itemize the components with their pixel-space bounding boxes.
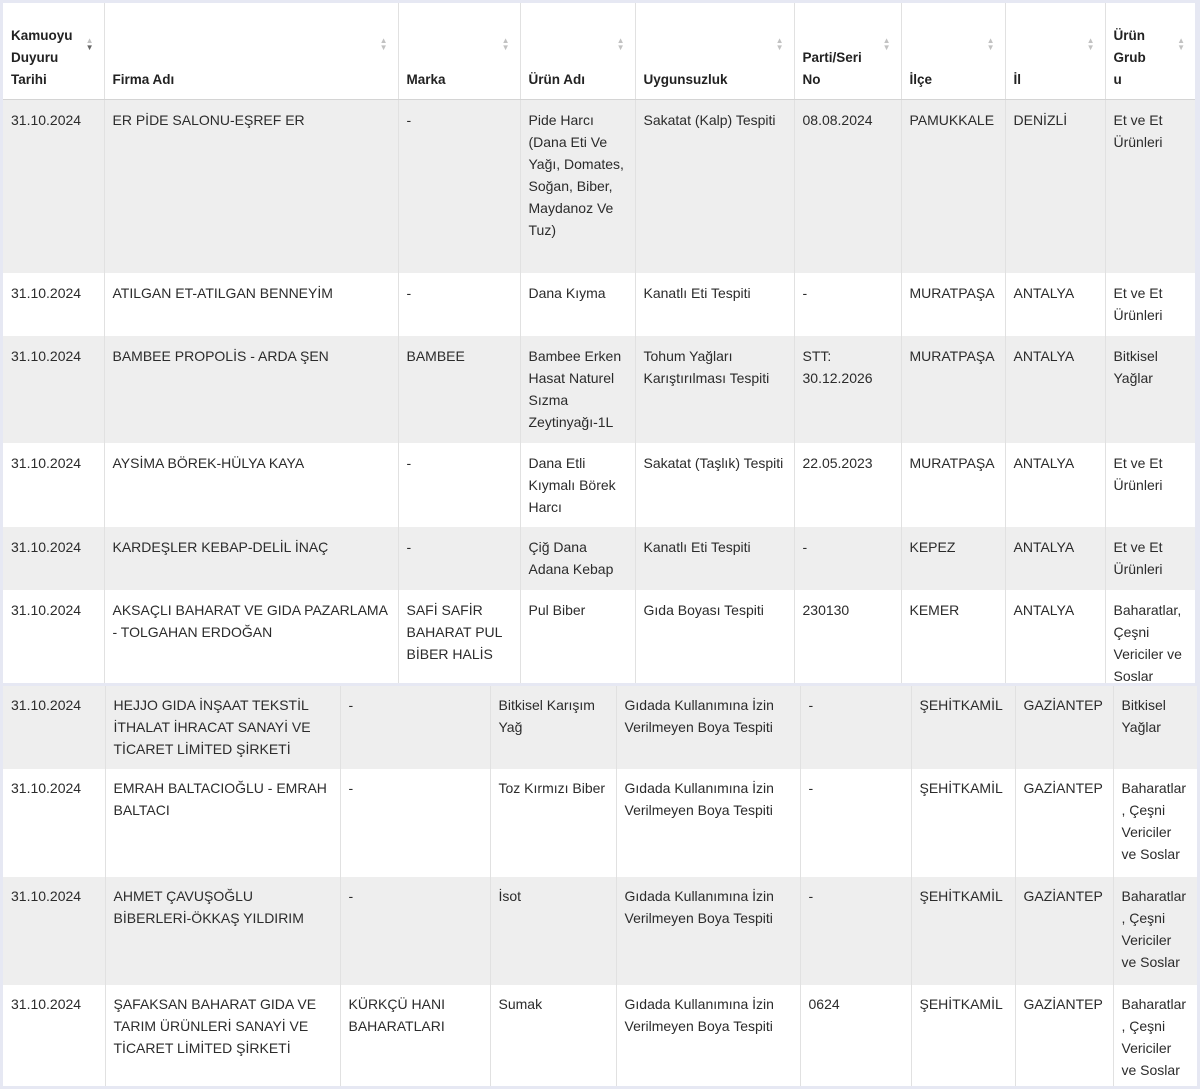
sort-icon: ▲ ▼ bbox=[1177, 36, 1185, 52]
cell-grup: Et ve Et Ürünleri bbox=[1105, 527, 1195, 590]
cell-firma: EMRAH BALTACIOĞLU - EMRAH BALTACI bbox=[105, 769, 340, 877]
cell-uygunsuzluk: Gıdada Kullanımına İzin Verilmeyen Boya Tespiti bbox=[616, 686, 800, 769]
sort-icon: ▲ ▼ bbox=[616, 36, 625, 52]
cell-il: ANTALYA bbox=[1005, 273, 1105, 336]
cell-grup: Bitkisel Yağlar bbox=[1113, 686, 1197, 769]
cell-ilce: ŞEHİTKAMİL bbox=[911, 877, 1015, 985]
cell-firma: AYSİMA BÖREK-HÜLYA KAYA bbox=[104, 443, 398, 527]
cell-il: GAZİANTEP bbox=[1015, 985, 1113, 1086]
table-row bbox=[3, 443, 1195, 527]
cell-il: ANTALYA bbox=[1005, 590, 1105, 684]
cell-ilce: MURATPAŞA bbox=[901, 336, 1005, 443]
cell-ilce: MURATPAŞA bbox=[901, 273, 1005, 336]
cell-parti: - bbox=[800, 686, 911, 769]
cell-parti: 22.05.2023 bbox=[794, 443, 901, 527]
cell-marka: KÜRKÇÜ HANI BAHARATLARI bbox=[340, 985, 490, 1086]
sort-icon: ▲ ▼ bbox=[775, 36, 784, 52]
cell-tarih: 31.10.2024 bbox=[3, 590, 104, 684]
sort-icon: ▲ ▼ bbox=[501, 36, 510, 52]
sort-icon: ▲ ▼ bbox=[986, 36, 995, 52]
cell-il: GAZİANTEP bbox=[1015, 877, 1113, 985]
cell-uygunsuzluk: Tohum Yağları Karıştırılması Tespiti bbox=[635, 336, 794, 443]
cell-grup: Baharatlar, Çeşni Vericiler ve Soslar bbox=[1113, 877, 1197, 985]
cell-uygunsuzluk: Sakatat (Taşlık) Tespiti bbox=[635, 443, 794, 527]
cell-ilce: PAMUKKALE bbox=[901, 100, 1005, 273]
cell-urun: Çiğ Dana Adana Kebap bbox=[520, 527, 635, 590]
cell-urun: Bitkisel Karışım Yağ bbox=[490, 686, 616, 769]
table-row bbox=[3, 100, 1195, 273]
table-row bbox=[3, 336, 1195, 443]
cell-grup: Bitkisel Yağlar bbox=[1105, 336, 1195, 443]
cell-parti: 08.08.2024 bbox=[794, 100, 901, 273]
cell-parti: - bbox=[794, 527, 901, 590]
table-row bbox=[3, 686, 1197, 769]
cell-urun: Dana Kıyma bbox=[520, 273, 635, 336]
cell-ilce: KEPEZ bbox=[901, 527, 1005, 590]
table-header-row bbox=[3, 3, 1195, 100]
cell-uygunsuzluk: Kanatlı Eti Tespiti bbox=[635, 527, 794, 590]
cell-tarih: 31.10.2024 bbox=[3, 877, 105, 985]
table-row bbox=[3, 273, 1195, 336]
column-header-grup[interactable]: Ürün Grubu ▲ ▼ bbox=[1105, 3, 1195, 100]
cell-urun: Pul Biber bbox=[520, 590, 635, 684]
cell-tarih: 31.10.2024 bbox=[3, 686, 105, 769]
cell-urun: Bambee Erken Hasat Naturel Sızma Zeytinyağı-1L bbox=[520, 336, 635, 443]
table-row bbox=[3, 769, 1197, 877]
cell-ilce: ŞEHİTKAMİL bbox=[911, 686, 1015, 769]
cell-grup: Baharatlar, Çeşni Vericiler ve Soslar bbox=[1113, 769, 1197, 877]
cell-firma: ER PİDE SALONU-EŞREF ER bbox=[104, 100, 398, 273]
cell-il: GAZİANTEP bbox=[1015, 686, 1113, 769]
sort-icon: ▲ ▼ bbox=[379, 36, 388, 52]
cell-parti: STT: 30.12.2026 bbox=[794, 336, 901, 443]
table-row bbox=[3, 527, 1195, 590]
cell-parti: - bbox=[794, 273, 901, 336]
cell-tarih: 31.10.2024 bbox=[3, 985, 105, 1086]
cell-marka: - bbox=[398, 443, 520, 527]
column-header-ilce[interactable]: İlçe ▲ ▼ bbox=[901, 3, 1005, 100]
cell-urun: İsot bbox=[490, 877, 616, 985]
cell-marka: - bbox=[398, 273, 520, 336]
results-table-bottom bbox=[3, 686, 1197, 1086]
table-row bbox=[3, 877, 1197, 985]
cell-uygunsuzluk: Gıdada Kullanımına İzin Verilmeyen Boya Tespiti bbox=[616, 985, 800, 1086]
cell-tarih: 31.10.2024 bbox=[3, 336, 104, 443]
cell-ilce: ŞEHİTKAMİL bbox=[911, 769, 1015, 877]
cell-grup: Baharatlar, Çeşni Vericiler ve Soslar bbox=[1105, 590, 1195, 684]
cell-grup: Et ve Et Ürünleri bbox=[1105, 443, 1195, 527]
cell-grup: Baharatlar, Çeşni Vericiler ve Soslar bbox=[1113, 985, 1197, 1086]
cell-ilce: MURATPAŞA bbox=[901, 443, 1005, 527]
cell-tarih: 31.10.2024 bbox=[3, 527, 104, 590]
column-header-parti[interactable]: Parti/Seri No ▲ ▼ bbox=[794, 3, 901, 100]
cell-tarih: 31.10.2024 bbox=[3, 100, 104, 273]
column-header-urun[interactable]: Ürün Adı ▲ ▼ bbox=[520, 3, 635, 100]
cell-marka: SAFİ SAFİR BAHARAT PUL BİBER HALİS bbox=[398, 590, 520, 684]
cell-urun: Pide Harcı (Dana Eti Ve Yağı, Domates, Soğan, Biber, Maydanoz Ve Tuz) bbox=[520, 100, 635, 273]
cell-uygunsuzluk: Gıdada Kullanımına İzin Verilmeyen Boya Tespiti bbox=[616, 877, 800, 985]
cell-grup: Et ve Et Ürünleri bbox=[1105, 100, 1195, 273]
cell-tarih: 31.10.2024 bbox=[3, 443, 104, 527]
cell-parti: 230130 bbox=[794, 590, 901, 684]
cell-il: ANTALYA bbox=[1005, 336, 1105, 443]
cell-marka: - bbox=[340, 686, 490, 769]
column-header-uygunsuzluk[interactable]: Uygunsuzluk ▲ ▼ bbox=[635, 3, 794, 100]
cell-uygunsuzluk: Gıda Boyası Tespiti bbox=[635, 590, 794, 684]
cell-marka: - bbox=[340, 877, 490, 985]
cell-marka: - bbox=[340, 769, 490, 877]
cell-grup: Et ve Et Ürünleri bbox=[1105, 273, 1195, 336]
cell-marka: - bbox=[398, 100, 520, 273]
cell-marka: - bbox=[398, 527, 520, 590]
cell-il: ANTALYA bbox=[1005, 527, 1105, 590]
cell-firma: ŞAFAKSAN BAHARAT GIDA VE TARIM ÜRÜNLERİ SANAYİ VE TİCARET LİMİTED ŞİRKETİ bbox=[105, 985, 340, 1086]
table-row bbox=[3, 985, 1197, 1086]
cell-uygunsuzluk: Sakatat (Kalp) Tespiti bbox=[635, 100, 794, 273]
cell-il: DENİZLİ bbox=[1005, 100, 1105, 273]
cell-firma: AHMET ÇAVUŞOĞLU BİBERLERİ-ÖKKAŞ YILDIRIM bbox=[105, 877, 340, 985]
cell-urun: Toz Kırmızı Biber bbox=[490, 769, 616, 877]
cell-parti: - bbox=[800, 877, 911, 985]
results-table-top bbox=[3, 3, 1195, 683]
sort-icon: ▲ ▼ bbox=[1086, 36, 1095, 52]
cell-parti: 0624 bbox=[800, 985, 911, 1086]
column-header-firma[interactable]: Firma Adı ▲ ▼ bbox=[104, 3, 398, 100]
sort-icon: ▲ ▼ bbox=[882, 36, 891, 52]
cell-tarih: 31.10.2024 bbox=[3, 273, 104, 336]
column-header-marka[interactable]: Marka ▲ ▼ bbox=[398, 3, 520, 100]
cell-urun: Sumak bbox=[490, 985, 616, 1086]
recall-table-continued bbox=[3, 686, 1197, 1086]
cell-firma: HEJJO GIDA İNŞAAT TEKSTİL İTHALAT İHRACAT SANAYİ VE TİCARET LİMİTED ŞİRKETİ bbox=[105, 686, 340, 769]
cell-marka: BAMBEE bbox=[398, 336, 520, 443]
cell-ilce: ŞEHİTKAMİL bbox=[911, 985, 1015, 1086]
column-header-il[interactable]: İl ▲ ▼ bbox=[1005, 3, 1105, 100]
table-row bbox=[3, 590, 1195, 684]
cell-firma: AKSAÇLI BAHARAT VE GIDA PAZARLAMA - TOLGAHAN ERDOĞAN bbox=[104, 590, 398, 684]
cell-tarih: 31.10.2024 bbox=[3, 769, 105, 877]
cell-il: GAZİANTEP bbox=[1015, 769, 1113, 877]
cell-firma: KARDEŞLER KEBAP-DELİL İNAÇ bbox=[104, 527, 398, 590]
cell-ilce: KEMER bbox=[901, 590, 1005, 684]
cell-firma: ATILGAN ET-ATILGAN BENNEYİM bbox=[104, 273, 398, 336]
column-header-tarih[interactable]: Kamuoyu Duyuru Tarihi ▲ ▼ bbox=[3, 3, 104, 100]
cell-il: ANTALYA bbox=[1005, 443, 1105, 527]
cell-uygunsuzluk: Gıdada Kullanımına İzin Verilmeyen Boya Tespiti bbox=[616, 769, 800, 877]
cell-parti: - bbox=[800, 769, 911, 877]
sort-desc-icon: ▲ ▼ bbox=[85, 36, 94, 52]
cell-firma: BAMBEE PROPOLİS - ARDA ŞEN bbox=[104, 336, 398, 443]
cell-urun: Dana Etli Kıymalı Börek Harcı bbox=[520, 443, 635, 527]
recall-table bbox=[3, 3, 1195, 683]
cell-uygunsuzluk: Kanatlı Eti Tespiti bbox=[635, 273, 794, 336]
